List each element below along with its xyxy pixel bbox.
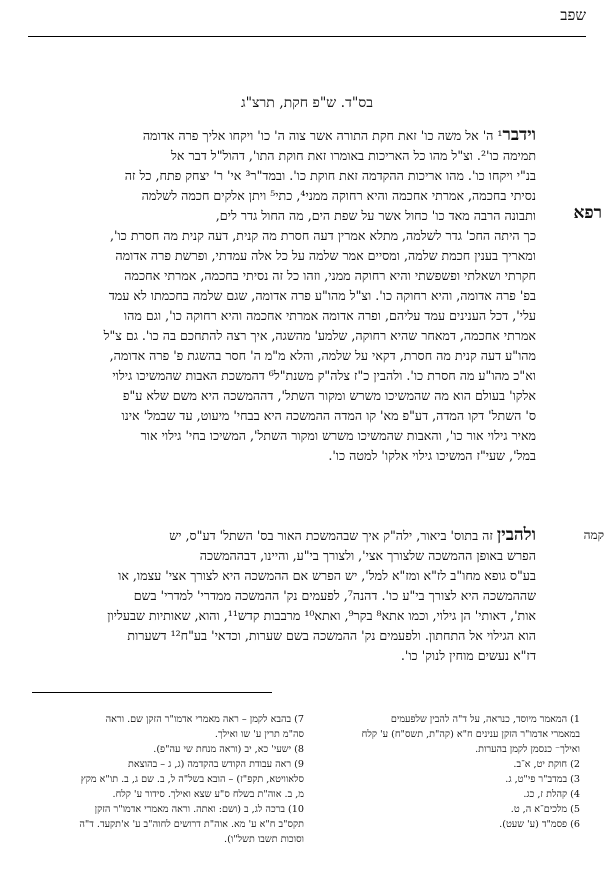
footnote: ואילך⁻ כנסמן לקמן בהערות. (475, 744, 580, 755)
margin-page-marker-2: קמה (583, 528, 604, 542)
text-line: וידבר¹ ה' אל משה כו' זאת חקת התורה אשר צוה ה' כו' ויקחו אליך פרה אדומה (142, 125, 536, 145)
maamar-heading: בס"ד. ש"פ חקת, תרצ"ג (241, 95, 373, 111)
text-line: אות', דאותי' הן גילוי, וכמו אתא⁸ בקר⁹, ואתא¹⁰ מרבבות קדש¹¹, והוא, שאותיות שבעליון (107, 608, 536, 623)
text-line: ומאריך בענין חכמת שלמה, ומסיים אמר שלמה על כל אלה עמדתי, ופרשת פרה אדומה (115, 248, 536, 263)
footnotes-rule (32, 692, 272, 693)
text-line: אמרתי אחכמה, דמאחר שהיא רחוקה, שלמע' מהשגה, איך רצה להתחכם בה כו'. גם צ"ל (103, 328, 536, 343)
footnotes-right-column (310, 712, 580, 832)
text-line: אלקו' בעולם הוא מה שהמשיכו משרש ומקור השתל', דההמשכה היא משם שלא ע"פ (122, 388, 536, 403)
text-line: וא"כ מהו"ע מה חסרת כו'. ולהבין כ"ז צלה"ק משנת"ל⁶ דהמשכת האבות שהמשיכו גילוי (112, 368, 536, 383)
text-line: במל', שעי"ז המשיכו גילוי אלקו' למטה כו'. (328, 448, 536, 463)
text-line: כך היתה החכ' גדר לשלמה, מתלא אמרין דעה חסרת מה קנית, דעה קנית מה חסרת כו', (109, 228, 536, 243)
footnote: סה"מ תרין ע' שו ואילך. (214, 729, 304, 740)
section-2-text (34, 525, 536, 666)
text-line: ותבונה הרבה מאד כו' כחול אשר על שפת הים, מה החול גדר לים, (215, 208, 536, 223)
text-line: חקרתי ושאלתי ופשפשתי והיא רחוקה ממני, וזהו כל זה נסיתי בחכמה, אמרתי אחכמה (124, 268, 536, 283)
text-line: בפ' פרה אדומה, והיא רחוקה כו'. וצ"ל מהו"ע פרה אדומה, שגם שלמה בחכמתו לא עמד (108, 288, 536, 303)
text-line: בנ"י ויקחו כו'. מהו אריכות ההקדמה זאת חוקת כו'. ובמד"ר³ אי' ר' יצחק פתח, כל זה (124, 168, 536, 183)
text-line: שההמשכה היא לצורך בי"ע כו'. דהנה⁷, לפעמים נק' ההמשכה ממדרי' למדרי' בשם (133, 588, 536, 603)
footnote: סלאוויטא, תקפ"ז) – הובא בשל"ה ל, ב. שם ג, ב. תו"א מקץ (80, 774, 304, 785)
footnote: תקס"ב ח"א ע' מא. אוה"ת דרושים לחוה"ב ע' א'תקעד. ד"ה (79, 819, 304, 830)
text-line: הוא הגילוי אל התחתון. ולפעמים נק' ההמשכה בשם שערות, וכדאי' בע"ח¹² דשערות (127, 628, 536, 643)
footnote: 3) במדב"ר פי"ט, ג. (505, 774, 580, 785)
text-line: נסיתי בחכמה, אמרתי אחכמה והיא רחוקה ממני⁴, כתי⁵ ויתן אלקים חכמה לשלמה (141, 188, 536, 203)
text-line: בע"ס גופא מחו"ב לז"א ומז"א למל', יש הפרש אם ההמשכה היא לצורך אצי' עצמו, או (118, 568, 536, 583)
text-line: עלי', דכל הענינים עמד עליהם, ופרה אדומה אמרתי אחכמה והיא רחוקה כו', וגם מהו (123, 308, 536, 323)
opening-word: ולהבין (496, 525, 536, 545)
text-line: ס' השתל' דקו המדה, דע"פ מא' קו המדה ההמשכה היא בבחי' מיעוט, עד שבמל' אינו (121, 408, 536, 423)
text-line: דז"א נעשים מוחין לנוק' כו'. (400, 648, 536, 663)
text-line: מהו"ע דעה קנית מה חסרת, דקאי על שלמה, והלא מ"מ ה' חסר בהשגת פ' פרה אדומה, (109, 348, 536, 363)
section-1-text (34, 125, 536, 466)
text-line: ולהבין זה בתוס' ביאור, ילה"ק איך שבהמשכת האור בס' השתל' דע"ס, יש (169, 525, 536, 545)
footnote: 5) מלכים־א ה, ט. (510, 804, 580, 815)
margin-page-marker: רפא (573, 203, 602, 223)
footnote: 6) פסמ"ד (ע' שעט). (499, 819, 580, 830)
footnote: 7) בהבא לקמן – ראה מאמרי אדמו"ר הזקן שם. וראה (105, 714, 304, 725)
header-rule (28, 36, 586, 37)
text-line: תמימה כו'². וצ"ל מהו כל האריכות באומרו זאת חוקת התו', דהול"ל דבר אל (171, 148, 536, 163)
footnote: 9) ראה עבודת הקודש בהקדמה (ג, ג – בהוצאת (128, 759, 304, 770)
text-line: מאיר גילוי אור כו', והאבות שהמשיכו משרש ומקור השתל', המשיכו בחי' גילוי אור (140, 428, 536, 443)
text-line: הפרש באופן ההמשכה שלצורך אצי', ולצורך בי"ע, והיינו, דבההמשכה (199, 548, 536, 563)
footnote: וסוכות תשבו תשל"ו). (224, 834, 304, 845)
footnotes-left-column (34, 712, 304, 847)
opening-word: וידבר (502, 125, 536, 145)
footnote: במאמרי אדמו"ר הזקן ענינים ח"א (קה"ת, תשס"ח) ע' קלח (361, 729, 580, 740)
footnote: 4) קהלת ז, כג. (523, 789, 580, 800)
footnote: 2) חוקת יט, א־ב. (513, 759, 580, 770)
footnote: 1) המאמר מיוסד, כנראה, על ד"ה להבין שלפעמים (390, 714, 580, 725)
page-number: שפב (560, 6, 586, 24)
footnote: מ, ב. אוה"ת בשלח ס"ע שצא ואילך. סידור ע' קלח. (112, 789, 304, 800)
footnote: 8) ישעי' כא, יב (וראה מנחת שי עה"פ). (153, 744, 304, 755)
footnote: 10) ברכה לג, ב (ושם: ואתה. וראה מאמרי אדמו"ר הזקן (94, 804, 304, 815)
